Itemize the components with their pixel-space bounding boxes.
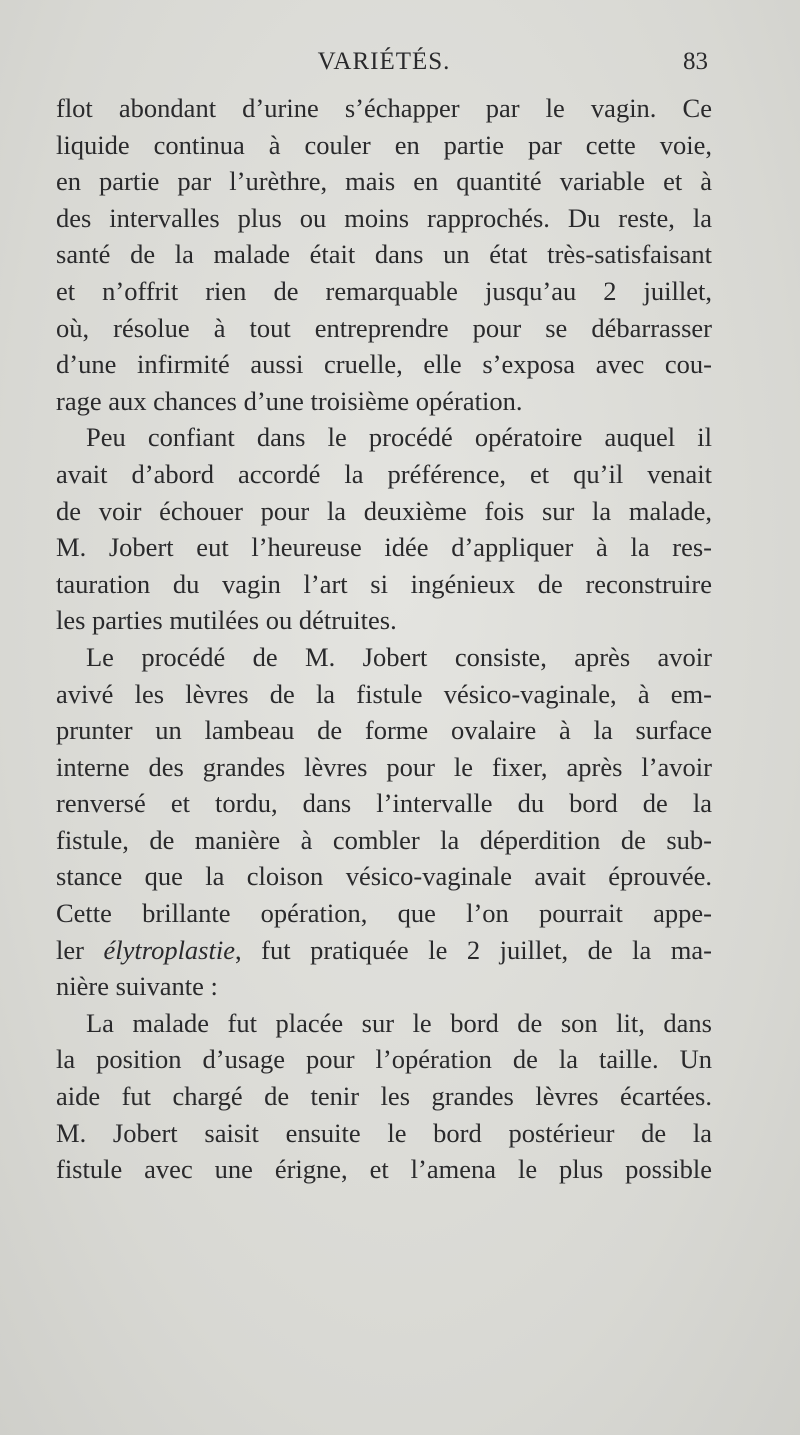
text-line: La malade fut placée sur le bord de son lit, dans: [86, 1007, 712, 1038]
running-head: [56, 48, 712, 84]
text-line: en partie par l’urèthre, mais en quantité variable et à: [56, 166, 712, 197]
running-title: VARIÉTÉS.: [317, 48, 451, 75]
text-line: d’une infirmité aussi cruelle, elle s’exposa avec cou-: [56, 349, 712, 380]
text-line: les parties mutilées ou détruites.: [56, 605, 397, 636]
text-line: M. Jobert saisit ensuite le bord postérieur de la: [56, 1117, 712, 1148]
text-line: Peu confiant dans le procédé opératoire auquel il: [86, 422, 712, 453]
text-line: Le procédé de M. Jobert consiste, après avoir: [86, 641, 712, 672]
text-line: flot abondant d’urine s’échapper par le vagin. Ce: [56, 93, 712, 123]
text-line: fistule avec une érigne, et l’amena le plus possible: [56, 1154, 712, 1185]
italic-term: élytroplastie: [103, 934, 235, 965]
text-line: stance que la cloison vésico-vaginale avait éprouvée.: [56, 861, 712, 892]
text-line: fistule, de manière à combler la déperdition de sub-: [56, 824, 712, 855]
text-line: prunter un lambeau de forme ovalaire à la surface: [56, 715, 712, 746]
text-line: avivé les lèvres de la fistule vésico-vaginale, à em-: [56, 678, 712, 709]
text-line: de voir échouer pour la deuxième fois sur la malade,: [56, 495, 712, 526]
text-line: rage aux chances d’une troisième opération.: [56, 385, 523, 416]
text-line: nière suivante :: [56, 971, 218, 1002]
text-line: et n’offrit rien de remarquable jusqu’au 2 juillet,: [56, 275, 712, 306]
text-line: liquide continua à couler en partie par cette voie,: [56, 129, 712, 160]
text-line: où, résolue à tout entreprendre pour se débarrasser: [56, 312, 712, 343]
text-line: renversé et tordu, dans l’intervalle du bord de la: [56, 788, 712, 819]
text-line-with-italic: [56, 932, 712, 969]
text-line: santé de la malade était dans un état très-satisfaisant: [56, 239, 712, 270]
text-line: tauration du vagin l’art si ingénieux de reconstruire: [56, 568, 712, 599]
text-fragment: , fut pratiquée le 2 juillet, de la ma-: [234, 934, 713, 965]
text-line: des intervalles plus ou moins rapprochés. Du reste, la: [56, 202, 712, 233]
text-line: avait d’abord accordé la préférence, et qu’il venait: [56, 458, 712, 489]
text-line: Cette brillante opération, que l’on pourrait appe-: [56, 898, 712, 929]
text-fragment: ler: [56, 934, 104, 965]
text-line: M. Jobert eut l’heureuse idée d’appliquer à la res-: [56, 532, 712, 563]
text-line: la position d’usage pour l’opération de la taille. Un: [56, 1044, 712, 1075]
page-number: 83: [683, 48, 708, 75]
text-line: aide fut chargé de tenir les grandes lèvres écartées.: [56, 1081, 712, 1112]
text-line: interne des grandes lèvres pour le fixer, après l’avoir: [56, 751, 712, 782]
body-text: [56, 90, 712, 1188]
